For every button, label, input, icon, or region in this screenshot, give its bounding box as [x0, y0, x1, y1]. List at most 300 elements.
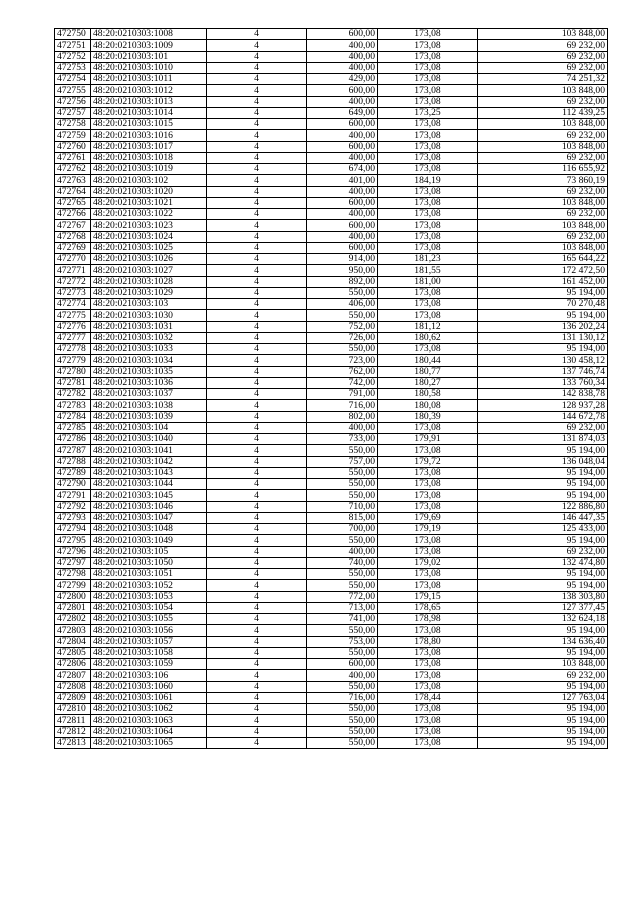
- area-cell: 674,00: [307, 164, 378, 175]
- category-cell: 4: [207, 344, 307, 355]
- category-cell: 4: [207, 62, 307, 73]
- row-number-cell: 472753: [55, 62, 91, 73]
- area-cell: 550,00: [307, 726, 378, 737]
- row-number-cell: 472781: [55, 377, 91, 388]
- area-cell: 914,00: [307, 254, 378, 265]
- table-row: [55, 119, 608, 130]
- table-row: [55, 737, 608, 748]
- rate-cell: 180,08: [378, 400, 478, 411]
- cadastral-value-cell: 95 194,00: [478, 647, 608, 658]
- cadastral-number-cell: 48:20:0210303:1017: [91, 141, 207, 152]
- rate-cell: 173,08: [378, 422, 478, 433]
- table-row: [55, 636, 608, 647]
- area-cell: 950,00: [307, 265, 378, 276]
- category-cell: 4: [207, 692, 307, 703]
- category-cell: 4: [207, 40, 307, 51]
- area-cell: 400,00: [307, 152, 378, 163]
- area-cell: 733,00: [307, 434, 378, 445]
- category-cell: 4: [207, 96, 307, 107]
- rate-cell: 173,08: [378, 96, 478, 107]
- cadastral-number-cell: 48:20:0210303:1029: [91, 287, 207, 298]
- table-row: [55, 231, 608, 242]
- row-number-cell: 472809: [55, 692, 91, 703]
- row-number-cell: 472782: [55, 389, 91, 400]
- category-cell: 4: [207, 231, 307, 242]
- cadastral-number-cell: 48:20:0210303:1026: [91, 254, 207, 265]
- rate-cell: 173,08: [378, 130, 478, 141]
- table-row: [55, 659, 608, 670]
- cadastral-value-cell: 131 130,12: [478, 332, 608, 343]
- area-cell: 752,00: [307, 321, 378, 332]
- table-row: [55, 512, 608, 523]
- table-row: [55, 456, 608, 467]
- cadastral-number-cell: 48:20:0210303:1030: [91, 310, 207, 321]
- table-row: [55, 625, 608, 636]
- rate-cell: 180,58: [378, 389, 478, 400]
- cadastral-number-cell: 48:20:0210303:1012: [91, 85, 207, 96]
- rate-cell: 173,08: [378, 85, 478, 96]
- cadastral-number-cell: 48:20:0210303:1061: [91, 692, 207, 703]
- category-cell: 4: [207, 332, 307, 343]
- table-row: [55, 467, 608, 478]
- area-cell: 600,00: [307, 85, 378, 96]
- rate-cell: 178,80: [378, 636, 478, 647]
- cadastral-value-cell: 103 848,00: [478, 29, 608, 40]
- table-row: [55, 726, 608, 737]
- rate-cell: 179,72: [378, 456, 478, 467]
- cadastral-number-cell: 48:20:0210303:1027: [91, 265, 207, 276]
- rate-cell: 181,00: [378, 276, 478, 287]
- row-number-cell: 472813: [55, 737, 91, 748]
- cadastral-number-cell: 48:20:0210303:1056: [91, 625, 207, 636]
- cadastral-number-cell: 48:20:0210303:1042: [91, 456, 207, 467]
- category-cell: 4: [207, 557, 307, 568]
- cadastral-number-cell: 48:20:0210303:1045: [91, 490, 207, 501]
- rate-cell: 173,08: [378, 40, 478, 51]
- cadastral-value-cell: 73 860,19: [478, 175, 608, 186]
- cadastral-number-cell: 48:20:0210303:1032: [91, 332, 207, 343]
- area-cell: 600,00: [307, 242, 378, 253]
- cadastral-number-cell: 48:20:0210303:1039: [91, 411, 207, 422]
- rate-cell: 173,08: [378, 310, 478, 321]
- cadastral-value-cell: 69 232,00: [478, 670, 608, 681]
- rate-cell: 173,08: [378, 209, 478, 220]
- cadastral-value-cell: 133 760,34: [478, 377, 608, 388]
- cadastral-value-cell: 146 447,35: [478, 512, 608, 523]
- area-cell: 400,00: [307, 546, 378, 557]
- category-cell: 4: [207, 254, 307, 265]
- rate-cell: 179,02: [378, 557, 478, 568]
- rate-cell: 173,08: [378, 62, 478, 73]
- rate-cell: 173,08: [378, 715, 478, 726]
- area-cell: 700,00: [307, 524, 378, 535]
- area-cell: 741,00: [307, 614, 378, 625]
- row-number-cell: 472759: [55, 130, 91, 141]
- cadastral-value-cell: 95 194,00: [478, 287, 608, 298]
- cadastral-value-cell: 127 377,45: [478, 602, 608, 613]
- row-number-cell: 472774: [55, 299, 91, 310]
- row-number-cell: 472795: [55, 535, 91, 546]
- row-number-cell: 472765: [55, 197, 91, 208]
- table-row: [55, 580, 608, 591]
- cadastral-number-cell: 48:20:0210303:1049: [91, 535, 207, 546]
- cadastral-number-cell: 48:20:0210303:103: [91, 299, 207, 310]
- cadastral-number-cell: 48:20:0210303:1050: [91, 557, 207, 568]
- cadastral-number-cell: 48:20:0210303:1064: [91, 726, 207, 737]
- cadastral-number-cell: 48:20:0210303:1021: [91, 197, 207, 208]
- rate-cell: 173,08: [378, 164, 478, 175]
- rate-cell: 178,98: [378, 614, 478, 625]
- category-cell: 4: [207, 51, 307, 62]
- cadastral-number-cell: 48:20:0210303:1033: [91, 344, 207, 355]
- category-cell: 4: [207, 389, 307, 400]
- table-row: [55, 85, 608, 96]
- cadastral-value-cell: 95 194,00: [478, 344, 608, 355]
- table-row: [55, 445, 608, 456]
- table-row: [55, 96, 608, 107]
- table-row: [55, 591, 608, 602]
- area-cell: 600,00: [307, 141, 378, 152]
- cadastral-number-cell: 48:20:0210303:1054: [91, 602, 207, 613]
- table-row: [55, 535, 608, 546]
- row-number-cell: 472775: [55, 310, 91, 321]
- rate-cell: 180,44: [378, 355, 478, 366]
- cadastral-number-cell: 48:20:0210303:1058: [91, 647, 207, 658]
- rate-cell: 173,08: [378, 580, 478, 591]
- row-number-cell: 472812: [55, 726, 91, 737]
- table-row: [55, 310, 608, 321]
- category-cell: 4: [207, 445, 307, 456]
- cadastral-value-cell: 70 270,48: [478, 299, 608, 310]
- rate-cell: 173,08: [378, 726, 478, 737]
- category-cell: 4: [207, 636, 307, 647]
- rate-cell: 181,12: [378, 321, 478, 332]
- category-cell: 4: [207, 377, 307, 388]
- cadastral-number-cell: 48:20:0210303:1037: [91, 389, 207, 400]
- area-cell: 740,00: [307, 557, 378, 568]
- category-cell: 4: [207, 141, 307, 152]
- table-row: [55, 332, 608, 343]
- cadastral-number-cell: 48:20:0210303:1036: [91, 377, 207, 388]
- category-cell: 4: [207, 524, 307, 535]
- rate-cell: 173,08: [378, 659, 478, 670]
- rate-cell: 179,19: [378, 524, 478, 535]
- cadastral-value-cell: 172 472,50: [478, 265, 608, 276]
- rate-cell: 173,08: [378, 704, 478, 715]
- area-cell: 406,00: [307, 299, 378, 310]
- table-row: [55, 366, 608, 377]
- cadastral-value-cell: 103 848,00: [478, 659, 608, 670]
- cadastral-value-cell: 138 303,80: [478, 591, 608, 602]
- cadastral-value-cell: 95 194,00: [478, 310, 608, 321]
- cadastral-value-cell: 131 874,03: [478, 434, 608, 445]
- area-cell: 400,00: [307, 62, 378, 73]
- row-number-cell: 472761: [55, 152, 91, 163]
- area-cell: 429,00: [307, 74, 378, 85]
- table-row: [55, 479, 608, 490]
- category-cell: 4: [207, 501, 307, 512]
- table-row: [55, 299, 608, 310]
- category-cell: 4: [207, 580, 307, 591]
- cadastral-value-cell: 103 848,00: [478, 141, 608, 152]
- cadastral-value-cell: 95 194,00: [478, 467, 608, 478]
- row-number-cell: 472758: [55, 119, 91, 130]
- category-cell: 4: [207, 512, 307, 523]
- table-row: [55, 287, 608, 298]
- area-cell: 757,00: [307, 456, 378, 467]
- row-number-cell: 472784: [55, 411, 91, 422]
- rate-cell: 173,08: [378, 74, 478, 85]
- cadastral-number-cell: 48:20:0210303:1060: [91, 681, 207, 692]
- row-number-cell: 472810: [55, 704, 91, 715]
- cadastral-value-cell: 144 672,78: [478, 411, 608, 422]
- rate-cell: 179,69: [378, 512, 478, 523]
- cadastral-number-cell: 48:20:0210303:1024: [91, 231, 207, 242]
- table-row: [55, 501, 608, 512]
- area-cell: 716,00: [307, 400, 378, 411]
- cadastral-number-cell: 48:20:0210303:1018: [91, 152, 207, 163]
- table-row: [55, 220, 608, 231]
- row-number-cell: 472792: [55, 501, 91, 512]
- area-cell: 401,00: [307, 175, 378, 186]
- cadastral-number-cell: 48:20:0210303:1051: [91, 569, 207, 580]
- category-cell: 4: [207, 434, 307, 445]
- cadastral-value-cell: 122 886,80: [478, 501, 608, 512]
- cadastral-number-cell: 48:20:0210303:1031: [91, 321, 207, 332]
- area-cell: 550,00: [307, 715, 378, 726]
- category-cell: 4: [207, 220, 307, 231]
- area-cell: 550,00: [307, 535, 378, 546]
- area-cell: 802,00: [307, 411, 378, 422]
- rate-cell: 173,08: [378, 569, 478, 580]
- cadastral-value-cell: 95 194,00: [478, 681, 608, 692]
- row-number-cell: 472804: [55, 636, 91, 647]
- row-number-cell: 472777: [55, 332, 91, 343]
- row-number-cell: 472760: [55, 141, 91, 152]
- rate-cell: 173,08: [378, 141, 478, 152]
- table-row: [55, 692, 608, 703]
- area-cell: 550,00: [307, 445, 378, 456]
- category-cell: 4: [207, 119, 307, 130]
- table-row: [55, 389, 608, 400]
- rate-cell: 173,08: [378, 737, 478, 748]
- cadastral-number-cell: 48:20:0210303:1065: [91, 737, 207, 748]
- area-cell: 772,00: [307, 591, 378, 602]
- row-number-cell: 472778: [55, 344, 91, 355]
- area-cell: 400,00: [307, 209, 378, 220]
- category-cell: 4: [207, 704, 307, 715]
- cadastral-value-cell: 103 848,00: [478, 220, 608, 231]
- table-row: [55, 377, 608, 388]
- category-cell: 4: [207, 726, 307, 737]
- row-number-cell: 472764: [55, 186, 91, 197]
- cadastral-value-cell: 137 746,74: [478, 366, 608, 377]
- area-cell: 753,00: [307, 636, 378, 647]
- cadastral-value-cell: 95 194,00: [478, 625, 608, 636]
- area-cell: 400,00: [307, 231, 378, 242]
- category-cell: 4: [207, 175, 307, 186]
- cadastral-number-cell: 48:20:0210303:1028: [91, 276, 207, 287]
- row-number-cell: 472755: [55, 85, 91, 96]
- rate-cell: 180,77: [378, 366, 478, 377]
- category-cell: 4: [207, 490, 307, 501]
- cadastral-value-cell: 161 452,00: [478, 276, 608, 287]
- cadastral-value-cell: 103 848,00: [478, 85, 608, 96]
- area-cell: 550,00: [307, 287, 378, 298]
- table-row: [55, 422, 608, 433]
- area-cell: 400,00: [307, 670, 378, 681]
- category-cell: 4: [207, 355, 307, 366]
- cadastral-value-cell: 95 194,00: [478, 490, 608, 501]
- row-number-cell: 472791: [55, 490, 91, 501]
- rate-cell: 179,91: [378, 434, 478, 445]
- table-row: [55, 141, 608, 152]
- table-row: [55, 614, 608, 625]
- table-row: [55, 321, 608, 332]
- cadastral-number-cell: 48:20:0210303:1048: [91, 524, 207, 535]
- table-row: [55, 74, 608, 85]
- row-number-cell: 472768: [55, 231, 91, 242]
- area-cell: 600,00: [307, 29, 378, 40]
- category-cell: 4: [207, 546, 307, 557]
- table-row: [55, 209, 608, 220]
- rate-cell: 173,08: [378, 220, 478, 231]
- cadastral-number-cell: 48:20:0210303:1044: [91, 479, 207, 490]
- cadastral-number-cell: 48:20:0210303:104: [91, 422, 207, 433]
- cadastral-value-cell: 69 232,00: [478, 40, 608, 51]
- cadastral-value-cell: 136 202,24: [478, 321, 608, 332]
- cadastral-value-cell: 165 644,22: [478, 254, 608, 265]
- cadastral-number-cell: 48:20:0210303:1025: [91, 242, 207, 253]
- rate-cell: 184,19: [378, 175, 478, 186]
- cadastral-number-cell: 48:20:0210303:1035: [91, 366, 207, 377]
- cadastral-number-cell: 48:20:0210303:1063: [91, 715, 207, 726]
- category-cell: 4: [207, 456, 307, 467]
- row-number-cell: 472799: [55, 580, 91, 591]
- row-number-cell: 472793: [55, 512, 91, 523]
- row-number-cell: 472766: [55, 209, 91, 220]
- row-number-cell: 472757: [55, 107, 91, 118]
- cadastral-value-cell: 74 251,32: [478, 74, 608, 85]
- table-row: [55, 670, 608, 681]
- row-number-cell: 472762: [55, 164, 91, 175]
- rate-cell: 173,08: [378, 681, 478, 692]
- area-cell: 550,00: [307, 310, 378, 321]
- cadastral-value-cell: 95 194,00: [478, 704, 608, 715]
- area-cell: 400,00: [307, 186, 378, 197]
- area-cell: 550,00: [307, 479, 378, 490]
- category-cell: 4: [207, 467, 307, 478]
- row-number-cell: 472794: [55, 524, 91, 535]
- rate-cell: 173,08: [378, 670, 478, 681]
- rate-cell: 173,08: [378, 287, 478, 298]
- table-row: [55, 242, 608, 253]
- cadastral-number-cell: 48:20:0210303:1047: [91, 512, 207, 523]
- table-row: [55, 715, 608, 726]
- row-number-cell: 472787: [55, 445, 91, 456]
- category-cell: 4: [207, 715, 307, 726]
- category-cell: 4: [207, 681, 307, 692]
- category-cell: 4: [207, 411, 307, 422]
- cadastral-number-cell: 48:20:0210303:1011: [91, 74, 207, 85]
- cadastral-number-cell: 48:20:0210303:1052: [91, 580, 207, 591]
- cadastral-value-cell: 116 655,92: [478, 164, 608, 175]
- cadastral-value-cell: 103 848,00: [478, 242, 608, 253]
- rate-cell: 173,08: [378, 231, 478, 242]
- row-number-cell: 472786: [55, 434, 91, 445]
- area-cell: 400,00: [307, 422, 378, 433]
- cadastral-value-cell: 69 232,00: [478, 130, 608, 141]
- category-cell: 4: [207, 29, 307, 40]
- rate-cell: 180,62: [378, 332, 478, 343]
- rate-cell: 173,08: [378, 546, 478, 557]
- cadastral-number-cell: 48:20:0210303:105: [91, 546, 207, 557]
- area-cell: 716,00: [307, 692, 378, 703]
- row-number-cell: 472806: [55, 659, 91, 670]
- row-number-cell: 472763: [55, 175, 91, 186]
- area-cell: 550,00: [307, 467, 378, 478]
- row-number-cell: 472807: [55, 670, 91, 681]
- area-cell: 400,00: [307, 130, 378, 141]
- table-row: [55, 602, 608, 613]
- area-cell: 815,00: [307, 512, 378, 523]
- area-cell: 550,00: [307, 569, 378, 580]
- cadastral-value-cell: 95 194,00: [478, 715, 608, 726]
- cadastral-number-cell: 48:20:0210303:1016: [91, 130, 207, 141]
- row-number-cell: 472771: [55, 265, 91, 276]
- area-cell: 550,00: [307, 681, 378, 692]
- cadastral-number-cell: 48:20:0210303:1019: [91, 164, 207, 175]
- row-number-cell: 472770: [55, 254, 91, 265]
- category-cell: 4: [207, 287, 307, 298]
- rate-cell: 173,08: [378, 647, 478, 658]
- table-row: [55, 546, 608, 557]
- rate-cell: 173,08: [378, 299, 478, 310]
- category-cell: 4: [207, 602, 307, 613]
- cadastral-value-cell: 103 848,00: [478, 197, 608, 208]
- category-cell: 4: [207, 422, 307, 433]
- category-cell: 4: [207, 321, 307, 332]
- category-cell: 4: [207, 242, 307, 253]
- table-row: [55, 411, 608, 422]
- table-body: [55, 29, 608, 749]
- table-row: [55, 434, 608, 445]
- category-cell: 4: [207, 659, 307, 670]
- rate-cell: 173,08: [378, 197, 478, 208]
- cadastral-number-cell: 48:20:0210303:1034: [91, 355, 207, 366]
- rate-cell: 181,23: [378, 254, 478, 265]
- rate-cell: 173,08: [378, 501, 478, 512]
- area-cell: 550,00: [307, 490, 378, 501]
- table-row: [55, 344, 608, 355]
- category-cell: 4: [207, 85, 307, 96]
- rate-cell: 173,08: [378, 242, 478, 253]
- cadastral-value-cell: 95 194,00: [478, 535, 608, 546]
- rate-cell: 173,08: [378, 479, 478, 490]
- cadastral-number-cell: 48:20:0210303:1043: [91, 467, 207, 478]
- row-number-cell: 472752: [55, 51, 91, 62]
- row-number-cell: 472785: [55, 422, 91, 433]
- row-number-cell: 472803: [55, 625, 91, 636]
- table-row: [55, 400, 608, 411]
- rate-cell: 173,08: [378, 490, 478, 501]
- cadastral-value-cell: 95 194,00: [478, 580, 608, 591]
- table-row: [55, 197, 608, 208]
- area-cell: 649,00: [307, 107, 378, 118]
- cadastral-number-cell: 48:20:0210303:1040: [91, 434, 207, 445]
- area-cell: 400,00: [307, 96, 378, 107]
- rate-cell: 181,55: [378, 265, 478, 276]
